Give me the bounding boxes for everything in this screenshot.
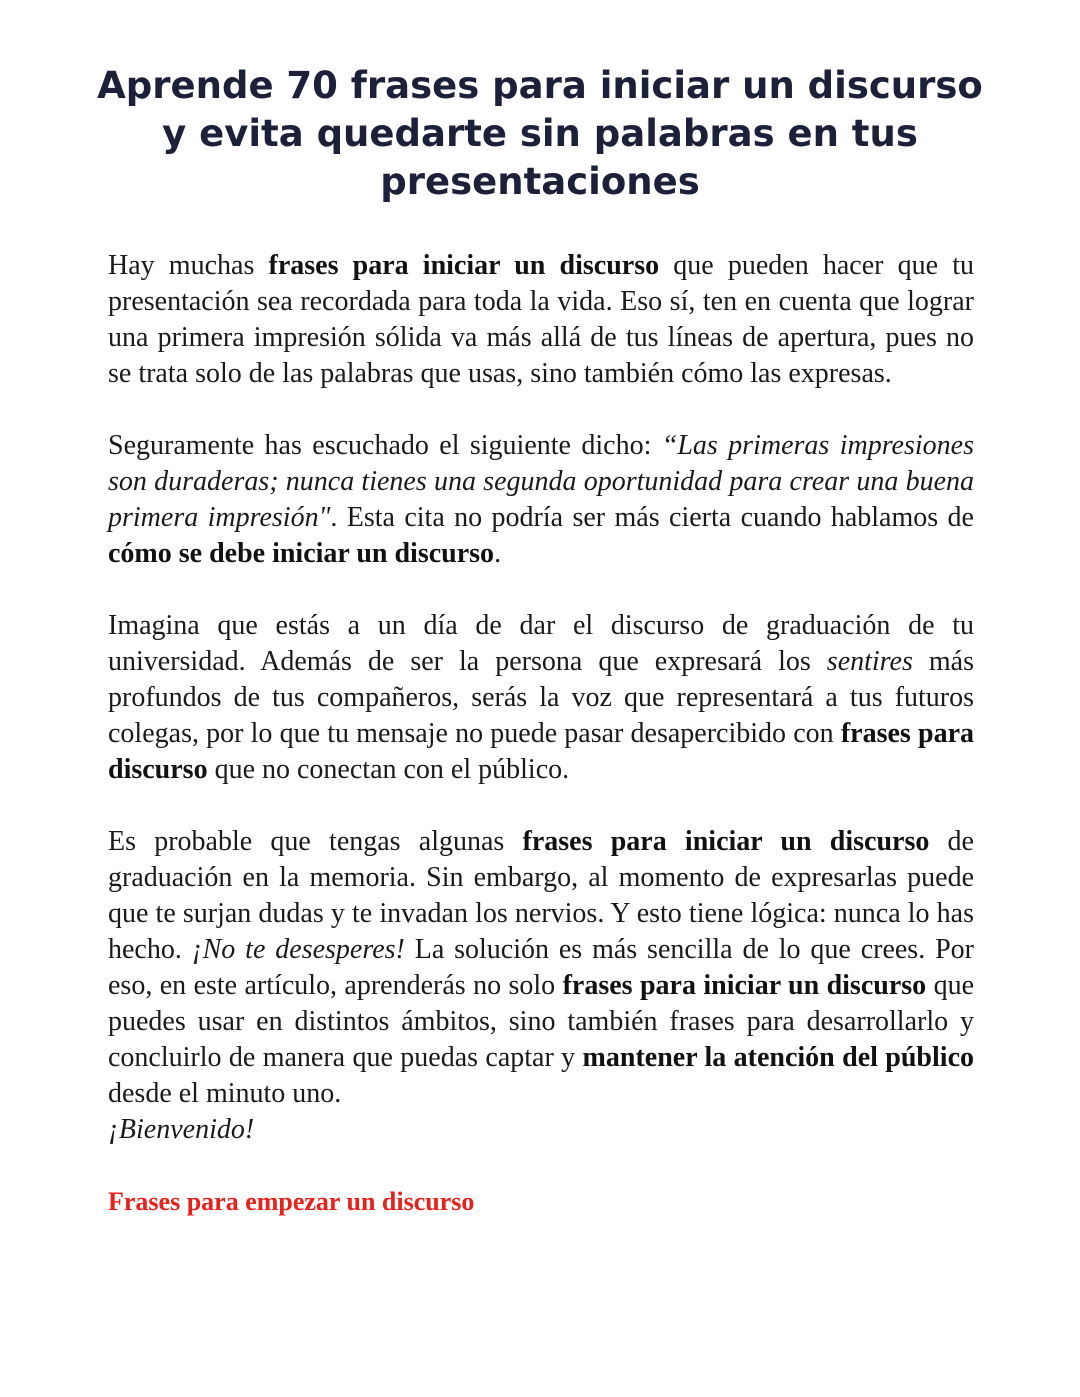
text-run: de graduación en la memoria. Sin embargo, al momento de expresarlas puede que te surjan dudas y te invadan los nervios. Y esto tiene lógica: nunca lo has hecho. — [108, 826, 974, 965]
paragraph-intro — [108, 248, 974, 392]
article-body — [108, 248, 974, 1220]
italic-word: sentires — [826, 646, 913, 677]
paragraph-quote — [108, 428, 974, 572]
bold-phrase: frases para discurso — [108, 718, 974, 785]
text-run: Es probable que tengas algunas — [108, 826, 523, 857]
welcome-text: ¡Bienvenido! — [108, 1114, 255, 1145]
italic-phrase: ¡No te desesperes! — [191, 934, 405, 965]
article-title: Aprende 70 frases para iniciar un discurso y evita quedarte sin palabras en tus presentaciones — [97, 64, 983, 203]
text-run: que puedes usar en distintos ámbitos, sino también frases para desarrollarlo y concluirlo de manera que puedas captar y — [108, 970, 974, 1073]
text-run: . — [494, 538, 502, 569]
section-heading: Frases para empezar un discurso — [108, 1187, 475, 1216]
paragraph-memory — [108, 824, 974, 1112]
text-run: que no conectan con el público. — [207, 754, 570, 785]
paragraph-graduation — [108, 608, 974, 788]
text-run: . Esta cita no podría ser más cierta cuando hablamos de — [330, 502, 974, 533]
text-run: Imagina que estás a un día de dar el discurso de graduación de tu universidad. Además de ser la persona que expresará los — [108, 610, 974, 677]
paragraph-welcome — [108, 1112, 974, 1148]
text-run: Hay muchas — [108, 250, 269, 281]
text-run: La solución es más sencilla de lo que crees. Por eso, en este artículo, aprenderás no solo — [108, 934, 974, 1001]
text-run: Seguramente has escuchado el siguiente dicho: — [108, 430, 662, 461]
bold-phrase: mantener la atención del público — [582, 1042, 974, 1073]
italic-quote: “Las primeras impresiones son duraderas; nunca tienes una segunda oportunidad para crear una buena primera impresión" — [108, 430, 974, 533]
bold-phrase: frases para iniciar un discurso — [268, 250, 660, 281]
bold-phrase: frases para iniciar un discurso — [562, 970, 927, 1001]
bold-phrase: cómo se debe iniciar un discurso — [108, 538, 495, 569]
text-run: que pueden hacer que tu presentación sea recordada para toda la vida. Eso sí, ten en cuenta que lograr una primera impresión sólida va más allá de tus líneas de apertura, pues no se trata solo de las palabras que usas, sino también cómo las expresas. — [108, 250, 974, 389]
text-run: más profundos de tus compañeros, serás la voz que representará a tus futuros colegas, por lo que tu mensaje no puede pasar desapercibido con — [108, 646, 975, 749]
bold-phrase: frases para iniciar un discurso — [522, 826, 930, 857]
text-run: desde el minuto uno. — [108, 1078, 342, 1109]
